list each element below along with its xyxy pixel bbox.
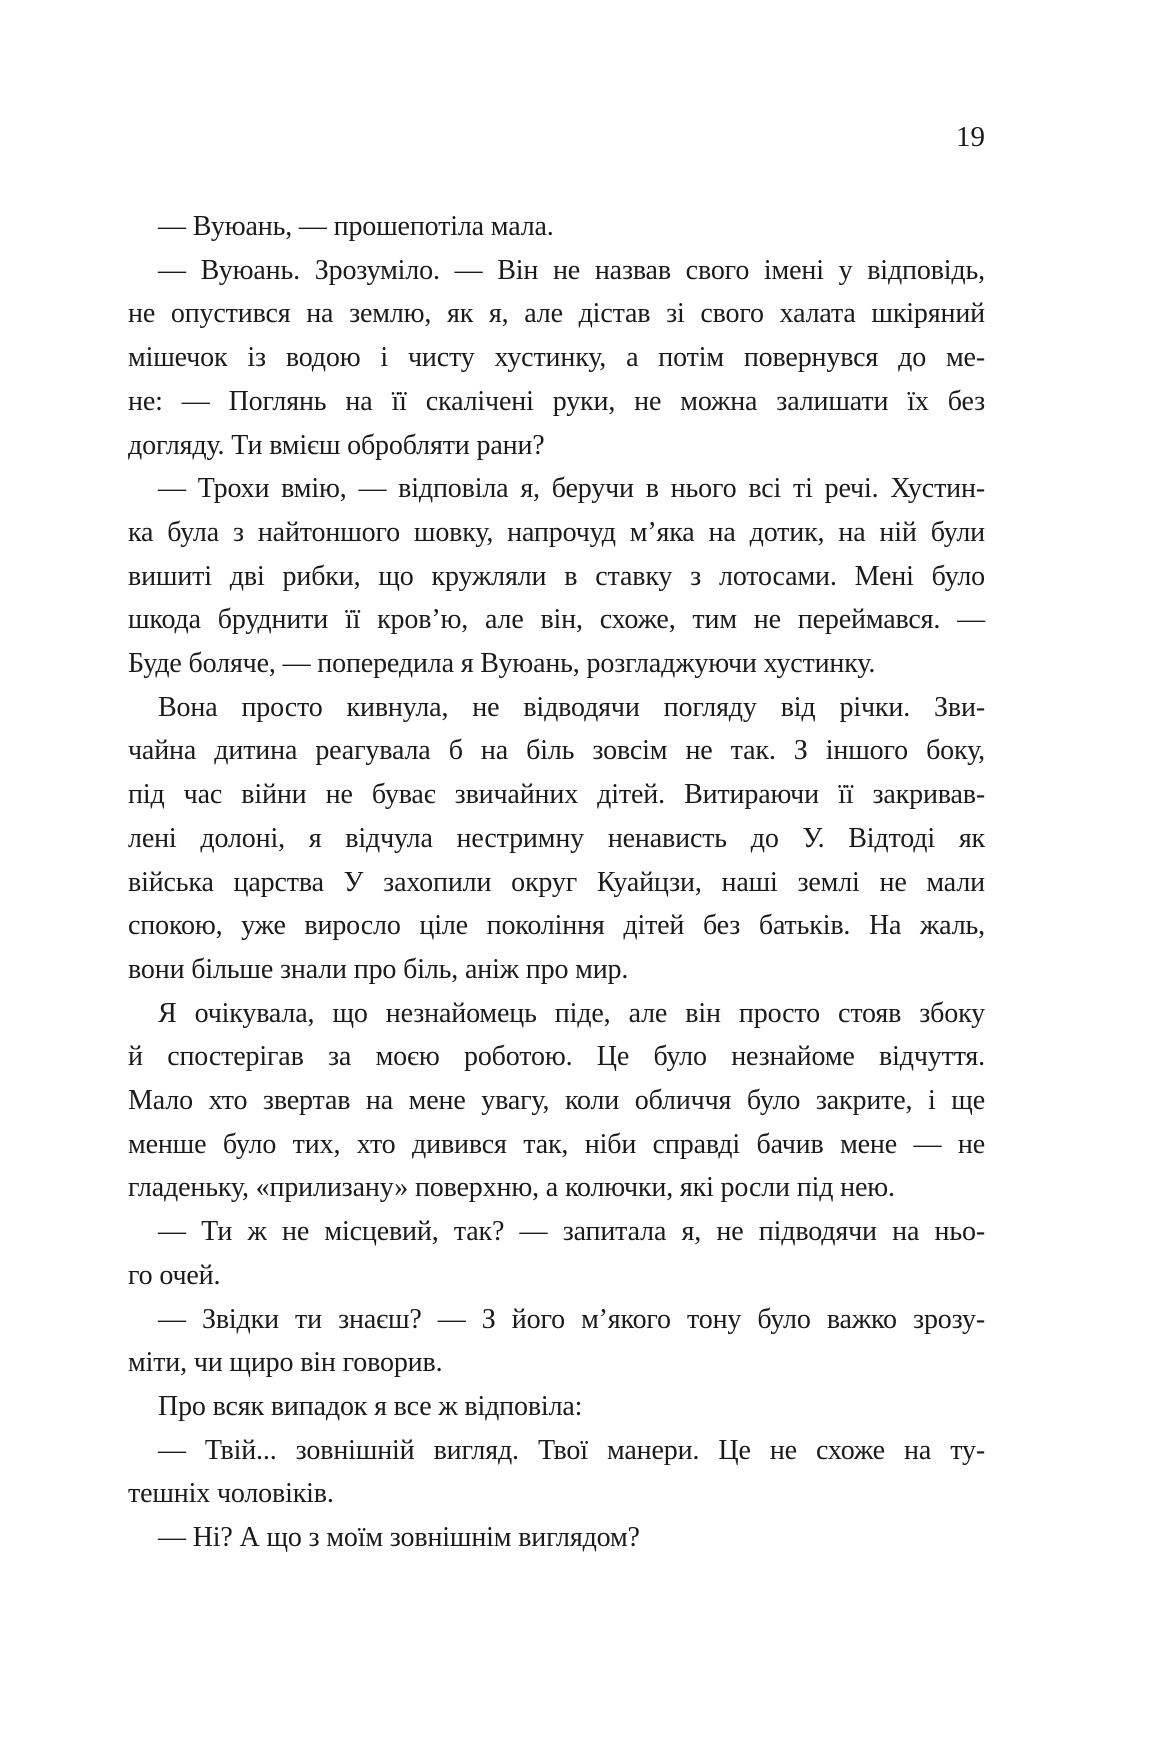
text-line: Буде боляче, — попередила я Вуюань, розгладжуючи хустинку. [128,648,876,680]
text-line: го очей. [128,1259,221,1291]
text-line: вони більше знали про біль, аніж про мир. [128,953,629,985]
text-line: — Твій... зовнішній вигляд. Твої манери. Це не схоже на ту- [158,1434,985,1466]
text-line: — Вуюань, — прошепотіла мала. [158,211,554,242]
text-line: — Ти ж не місцевий, так? — запитала я, не підводячи на ньо- [158,1216,985,1248]
text-line: не: — Поглянь на її скалічені руки, не можна залишати їх без [128,385,985,417]
text-line: менше було тих, хто дивився так, ніби справді бачив мене — не [128,1128,985,1160]
text-line: лені долоні, я відчула нестримну ненависть до У. Відтоді як [128,822,985,854]
text-line: вишиті дві рибки, що кружляли в ставку з лотосами. Мені було [128,560,985,592]
paragraph [128,249,985,468]
paragraph [128,205,985,249]
text-line: шкода бруднити її кров’ю, але він, схоже, тим не переймався. — [128,604,985,636]
text-line: Я очікувала, що незнайомець піде, але він просто стояв збоку [158,997,985,1029]
page-number: 19 [956,121,985,153]
text-line: Мало хто звертав на мене увагу, коли обличчя було закрите, і ще [128,1085,985,1117]
text-line: догляду. Ти вмієш обробляти рани? [128,429,545,461]
text-line: тешніх чоловіків. [128,1478,334,1510]
text-line: війська царства У захопили округ Куайцзи, наші землі не мали [128,866,985,898]
text-line: мішечок із водою і чисту хустинку, а потім повернувся до ме- [128,342,985,374]
text-line: — Вуюань. Зрозуміло. — Він не назвав свого імені у відповідь, [158,254,985,286]
text-line: — Трохи вмію, — відповіла я, беручи в нього всі ті речі. Хустин- [158,473,985,505]
text-line: не опустився на землю, як я, але дістав зі свого халата шкіряний [128,298,985,330]
paragraph [128,1210,985,1297]
text-line: міти, чи щиро він говорив. [128,1347,443,1379]
page-text [128,205,985,1560]
paragraph [128,992,985,1211]
text-line: гладеньку, «прилизану» поверхню, а колючки, які росли під нею. [128,1172,895,1204]
text-line: — Звідки ти знаєш? — З його м’якого тону було важко зрозу- [158,1303,985,1335]
paragraph [128,1516,985,1560]
text-line: й спостерігав за моєю роботою. Це було незнайоме відчуття. [128,1041,985,1073]
text-line: чайна дитина реагувала б на біль зовсім не так. З іншого боку, [128,735,985,767]
paragraph [128,467,985,686]
paragraph [128,1385,985,1429]
paragraph [128,1429,985,1516]
text-line: спокою, уже виросло ціле покоління дітей без батьків. На жаль, [128,910,985,942]
text-line: ка була з найтоншого шовку, напрочуд м’яка на дотик, на ній були [128,516,985,548]
paragraph [128,686,985,992]
text-line: Вона просто кивнула, не відводячи погляду від річки. Зви- [158,691,985,723]
text-line: — Ні? А що з моїм зовнішнім виглядом? [158,1522,640,1554]
text-line: Про всяк випадок я все ж відповіла: [158,1390,583,1422]
paragraph [128,1298,985,1385]
text-line: під час війни не буває звичайних дітей. Витираючи її закривав- [128,779,985,811]
